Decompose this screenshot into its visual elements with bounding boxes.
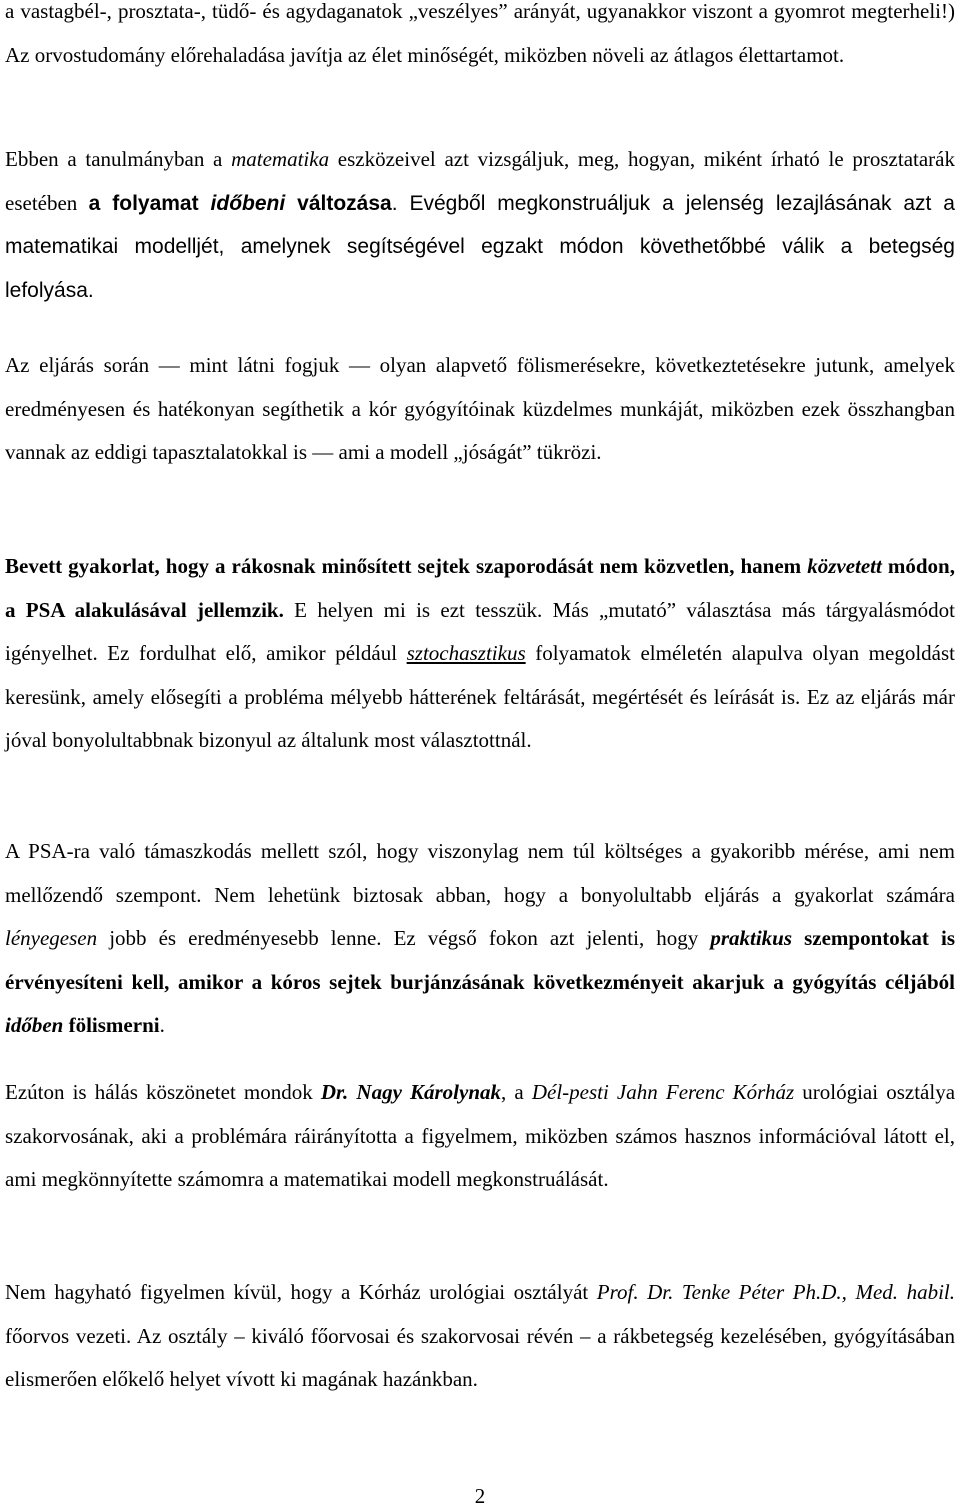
- paragraph-department: [5, 1271, 955, 1402]
- text-run-sans: . Evégből megkonstruáljuk a jelenség lezajlásának azt a matematikai modelljét, amelynek segítségével egzakt módon követhetőbbé válik a betegség lefolyása.: [5, 191, 955, 302]
- text-run: folyamatok elméletén alapulva olyan megoldást keresünk, amely elősegíti a probléma mélyebb hátterének feltárását, megértését és leírását is. Ez az eljárás már jóval bonyolultabbnak bizonyul az általunk most választottnál.: [5, 641, 955, 753]
- page-number: 2: [474, 1484, 486, 1508]
- text-run: A PSA-ra való támaszkodás mellett szól, hogy viszonylag nem túl költséges a gyakoribb mérése, ami nem mellőzendő szempont. Nem lehetünk biztosak abban, hogy a bonyolultabb eljárás a gyakorlat számára: [5, 839, 955, 907]
- text-run-bold-italic: Dr. Nagy Károlynak: [320, 1080, 502, 1104]
- text-run: jobb és eredményesebb lenne. Ez végső fokon azt jelenti, hogy: [97, 926, 711, 951]
- text-run: , a: [501, 1080, 532, 1104]
- paragraph-psa-practice: [5, 545, 955, 763]
- text-run-bold: a folyamat: [88, 191, 211, 215]
- paragraph-procedure: [5, 344, 955, 475]
- text-run-italic-underline: sztochasztikus: [406, 641, 526, 666]
- text-run-bold-italic: időben: [5, 1013, 64, 1038]
- text-run: eszközeivel azt vizsgáljuk, meg, hogyan, miként írható le prosztatarák esetében: [5, 147, 955, 215]
- text-run-bold: módon, a PSA alakulásával jellemzik.: [5, 554, 955, 622]
- text-run-italic: matematika: [231, 147, 330, 171]
- paragraph-study-aim: [5, 138, 955, 312]
- text-run: E helyen mi is ezt tesszük. Más „mutató” választása más tárgyalásmódot igényelhet. Ez fordulhat elő, amikor például: [5, 597, 955, 666]
- text-run-bold: Bevett gyakorlat, hogy a rákosnak minősített sejtek szaporodását nem közvetlen, hanem: [5, 554, 808, 578]
- text-run-italic: lényegesen: [5, 926, 98, 951]
- text-run-bold-italic: praktikus: [710, 926, 793, 951]
- text-run: Nem hagyható figyelmen kívül, hogy a Kórház urológiai osztályát: [5, 1280, 597, 1304]
- text-run-italic: Dél-pesti Jahn Ferenc Kórház: [531, 1080, 795, 1104]
- paragraph-psa-support: [5, 830, 955, 1048]
- text-run: a vastagbél-, prosztata-, tüdő- és agydaganatok „veszélyes” arányát, ugyanakkor viszont a gyomrot megterheli!) Az orvostudomány előrehaladása javítja az élet minőségét, miközben növeli az átlagos élettartamot.: [5, 0, 955, 67]
- text-run-bold: szempontokat is érvényesíteni kell, amikor a kóros sejtek burjánzásának következményeit akarjuk a gyógyítás céljából: [5, 926, 955, 994]
- text-run-italic: Prof. Dr. Tenke Péter Ph.D., Med. habil.: [596, 1280, 955, 1304]
- text-run-bold: fölismerni: [63, 1013, 160, 1038]
- paragraph-intro-continuation: [5, 0, 955, 77]
- text-run-bold-italic: közvetett: [807, 554, 882, 578]
- text-run: Ezúton is hálás köszönetet mondok: [5, 1080, 321, 1104]
- text-run: urológiai osztálya szakorvosának, aki a problémára ráirányította a figyelmem, miközben számos hasznos információval látott el, ami megkönnyítette számomra a matematikai modell megkonstruálását.: [5, 1080, 956, 1192]
- text-run-bold-italic: időbeni: [210, 191, 286, 215]
- text-run: .: [159, 1013, 165, 1038]
- text-run: Ebben a tanulmányban a: [5, 147, 232, 171]
- text-run-bold: változása: [285, 191, 392, 215]
- text-run: főorvos vezeti. Az osztály – kiváló főorvosai és szakorvosai révén – a rákbetegség kezelésében, gyógyításában elismerően előkelő helyet vívott ki magának hazánkban.: [5, 1323, 955, 1392]
- paragraph-acknowledgement: [5, 1071, 955, 1202]
- text-run: Az eljárás során — mint látni fogjuk — olyan alapvető fölismerésekre, következtetésekre jutunk, amelyek eredményesen és hatékonyan segíthetik a kór gyógyítóinak küzdelmes munkáját, miközben ezek összhangban vannak az eddigi tapasztalatokkal is — ami a modell „jóságát” tükrözi.: [5, 353, 955, 465]
